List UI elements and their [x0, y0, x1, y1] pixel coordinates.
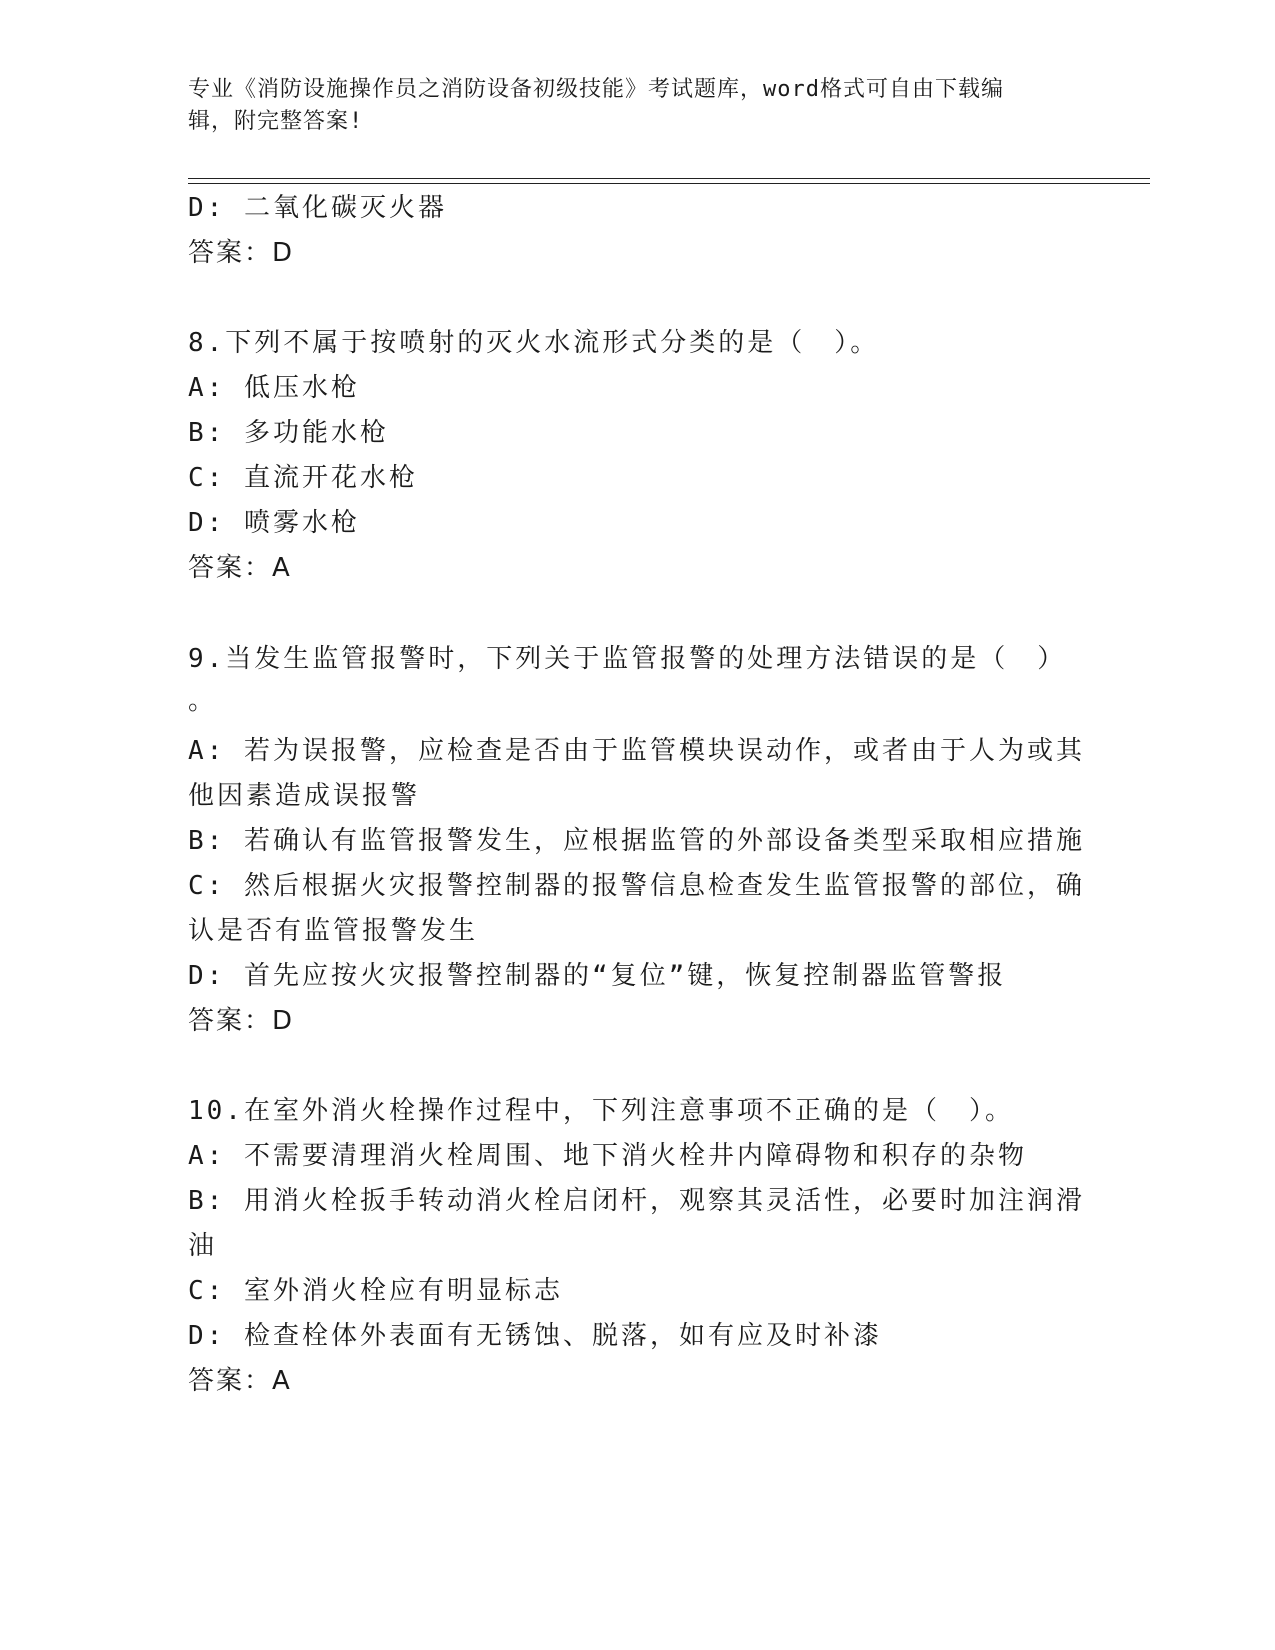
- q9-stem-line-2: 。: [188, 686, 218, 716]
- q10-option-a: A: 不需要清理消火栓周围、地下消火栓井内障碍物和积存的杂物: [188, 1141, 1027, 1171]
- q9-option-c-line-1: C: 然后根据火灾报警控制器的报警信息检查发生监管报警的部位，确: [188, 871, 1085, 901]
- q9-option-a-line-2: 他因素造成误报警: [188, 781, 421, 811]
- q9-answer: 答案：D: [188, 1006, 295, 1036]
- q8-stem: 8.下列不属于按喷射的灭火水流形式分类的是（ ）。: [188, 328, 880, 358]
- q10-option-d: D: 检查栓体外表面有无锈蚀、脱落，如有应及时补漆: [188, 1321, 882, 1351]
- header-rule-top: [188, 178, 1150, 179]
- q7-answer: 答案：D: [188, 238, 295, 268]
- q8-answer: 答案：A: [188, 553, 292, 583]
- q10-option-b-line-2: 油: [188, 1231, 218, 1261]
- q10-stem: 10.在室外消火栓操作过程中，下列注意事项不正确的是（ ）。: [188, 1096, 1014, 1126]
- q7-option-d: D: 二氧化碳灭火器: [188, 193, 447, 223]
- header-rule-bottom: [188, 183, 1150, 184]
- q8-option-b: B: 多功能水枪: [188, 418, 389, 448]
- q10-option-b-line-1: B: 用消火栓扳手转动消火栓启闭杆，观察其灵活性，必要时加注润滑: [188, 1186, 1085, 1216]
- q9-option-d: D: 首先应按火灾报警控制器的“复位”键，恢复控制器监管警报: [188, 961, 1007, 991]
- q9-option-a-line-1: A: 若为误报警，应检查是否由于监管模块误动作，或者由于人为或其: [188, 736, 1085, 766]
- q10-answer: 答案：A: [188, 1366, 292, 1396]
- q8-option-c: C: 直流开花水枪: [188, 463, 418, 493]
- header-line-1: 专业《消防设施操作员之消防设备初级技能》考试题库，word格式可自由下载编: [188, 77, 1004, 102]
- q10-option-c: C: 室外消火栓应有明显标志: [188, 1276, 563, 1306]
- q9-option-c-line-2: 认是否有监管报警发生: [188, 916, 479, 946]
- header-line-2: 辑，附完整答案!: [188, 109, 364, 134]
- page-header: [188, 74, 1068, 138]
- q9-option-b: B: 若确认有监管报警发生，应根据监管的外部设备类型采取相应措施: [188, 826, 1085, 856]
- q8-option-d: D: 喷雾水枪: [188, 508, 360, 538]
- q8-option-a: A: 低压水枪: [188, 373, 360, 403]
- q9-stem-line-1: 9.当发生监管报警时，下列关于监管报警的处理方法错误的是（ ）: [188, 644, 1067, 674]
